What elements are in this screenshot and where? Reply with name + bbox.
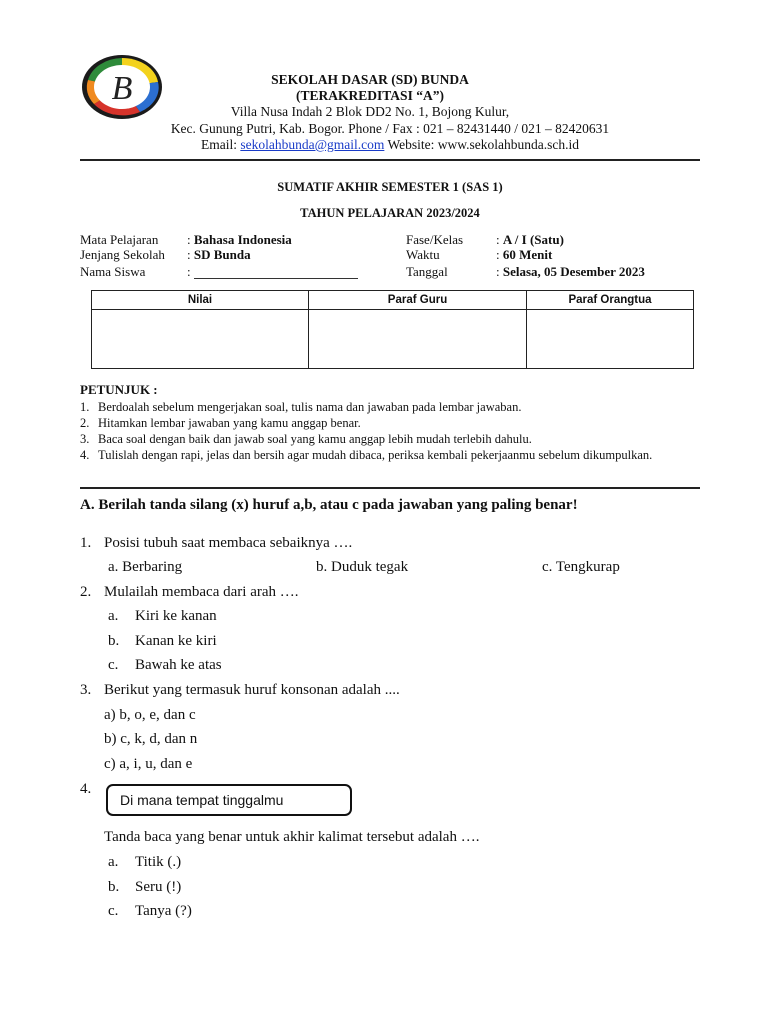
grade-header-paraf-orangtua: Paraf Orangtua [527,291,694,310]
grade-cell-nilai[interactable] [92,310,309,369]
header-divider [80,159,700,161]
q2-option-a[interactable]: a. Kiri ke kanan [108,608,217,624]
date-label: Tanggal [406,264,448,279]
section-a-title: A. Berilah tanda silang (x) huruf a,b, atau c pada jawaban yang paling benar! [80,497,578,513]
accreditation: (TERAKREDITASI “A”) [296,88,444,103]
grade-header-nilai: Nilai [92,291,309,310]
question-4-callout: Di mana tempat tinggalmu [106,784,352,816]
q2-option-b[interactable]: b. Kanan ke kiri [108,633,217,649]
grade-table [91,290,694,369]
q4-option-b[interactable]: b. Seru (!) [108,879,182,895]
time-row: : 60 Menit [496,247,553,262]
instruction-item: 1. Berdoalah sebelum mengerjakan soal, tulis nama dan jawaban pada lembar jawaban. [80,400,522,414]
instructions-title: PETUNJUK : [80,382,158,397]
q4-option-c[interactable]: c. Tanya (?) [108,903,192,919]
logo-letter: B [111,70,133,107]
level-row: : SD Bunda [187,247,251,262]
date-row: : Selasa, 05 Desember 2023 [496,264,645,279]
grade-header-paraf-guru: Paraf Guru [309,291,527,310]
q4-option-a[interactable]: a. Titik (.) [108,854,182,870]
address-line-2: Kec. Gunung Putri, Kab. Bogor. Phone / Fax : 021 – 82431440 / 021 – 82420631 [170,121,610,136]
instruction-item: 2. Hitamkan lembar jawaban yang kamu anggap benar. [80,416,361,430]
website-text: Website: www.sekolahbunda.sch.id [387,137,580,152]
question-2: 2. Mulailah membaca dari arah …. [80,584,299,600]
phase-value: A / I (Satu) [502,232,564,247]
question-3: 3. Berikut yang termasuk huruf konsonan adalah .... [80,682,400,698]
q1-option-c[interactable]: c. Tengkurap [542,559,620,575]
instructions-divider [80,487,700,489]
phase-row: : A / I (Satu) [496,232,564,247]
q3-option-c[interactable]: c) a, i, u, dan e [104,756,193,772]
grade-cell-paraf-guru[interactable] [309,310,527,369]
q3-option-b[interactable]: b) c, k, d, dan n [104,731,198,747]
q2-option-c[interactable]: c. Bawah ke atas [108,657,222,673]
q3-option-a[interactable]: a) b, o, e, dan c [104,707,196,723]
exam-title: SUMATIF AKHIR SEMESTER 1 (SAS 1) [277,180,503,194]
exam-year: TAHUN PELAJARAN 2023/2024 [300,206,480,220]
level-label: Jenjang Sekolah [80,247,165,262]
question-4-text: Tanda baca yang benar untuk akhir kalimat tersebut adalah …. [104,829,480,845]
question-1: 1. Posisi tubuh saat membaca sebaiknya …. [80,535,353,551]
email-label: Email: [200,137,237,152]
time-value: 60 Menit [502,247,553,262]
student-row: : [187,264,358,279]
level-value: SD Bunda [193,247,251,262]
instruction-item: 3. Baca soal dengan baik dan jawab soal yang kamu anggap lebih mudah terlebih dahulu. [80,432,532,446]
q1-option-b[interactable]: b. Duduk tegak [316,559,409,575]
contact-line [110,137,670,153]
q1-option-a[interactable]: a. Berbaring [108,559,183,575]
student-label: Nama Siswa [80,264,146,279]
question-4-number: 4. [80,781,92,797]
subject-row: : Bahasa Indonesia [187,232,292,247]
instruction-item: 4. Tulislah dengan rapi, jelas dan bersih agar mudah dibaca, periksa kembali pekerjaanmu sebelum dikumpulkan. [80,448,653,462]
date-value: Selasa, 05 Desember 2023 [502,264,645,279]
address-line-1: Villa Nusa Indah 2 Blok DD2 No. 1, Bojong Kulur, [230,104,510,119]
student-name-field[interactable] [194,265,358,279]
grade-cell-paraf-orangtua[interactable] [527,310,694,369]
email-link[interactable]: sekolahbunda@gmail.com [240,137,385,152]
subject-value: Bahasa Indonesia [193,232,292,247]
school-name: SEKOLAH DASAR (SD) BUNDA [271,72,469,87]
phase-label: Fase/Kelas [406,232,464,247]
subject-label: Mata Pelajaran [80,232,159,247]
time-label: Waktu [406,247,440,262]
